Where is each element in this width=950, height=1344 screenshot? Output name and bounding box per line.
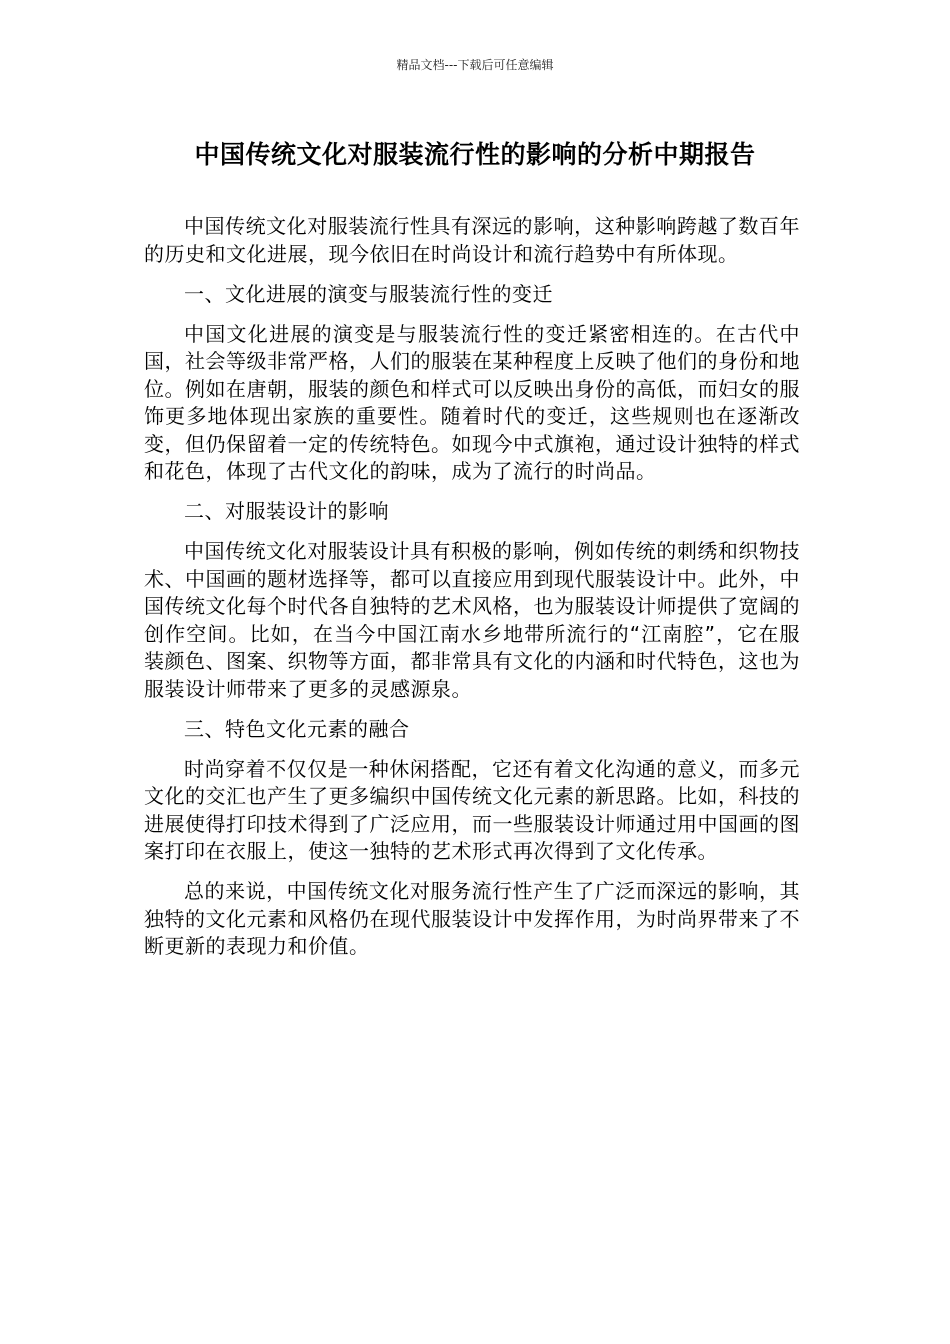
document-body <box>144 213 800 973</box>
section-heading-3: 三、特色文化元素的融合 <box>184 716 410 741</box>
document-title: 中国传统文化对服装流行性的影响的分析中期报告 <box>194 140 756 169</box>
section-paragraph-1: 中国文化进展的演变是与服装流行性的变迁紧密相连的。在古代中国，社会等级非常严格，人们的服装在某种程度上反映了他们的身份和地位。例如在唐朝，服装的颜色和样式可以反映出身份的高低，而妇女的服饰更多地体现出家族的重要性。随着时代的变迁，这些规则也在逐渐改变，但仍保留着一定的传统特色。如现今中式旗袍，通过设计独特的样式和花色，体现了古代文化的韵味，成为了流行的时尚品。 <box>144 321 800 483</box>
conclusion-paragraph: 总的来说，中国传统文化对服务流行性产生了广泛而深远的影响，其独特的文化元素和风格仍在现代服装设计中发挥作用，为时尚界带来了不断更新的表现力和价值。 <box>144 879 800 958</box>
section-heading-1: 一、文化进展的演变与服装流行性的变迁 <box>184 281 553 306</box>
section-heading-2: 二、对服装设计的影响 <box>184 499 389 523</box>
section-paragraph-2: 中国传统文化对服装设计具有积极的影响，例如传统的刺绣和织物技术、中国画的题材选择等，都可以直接应用到现代服装设计中。此外，中国传统文化每个时代各自独特的艺术风格，也为服装设计师提供了宽阔的创作空间。比如，在当今中国江南水乡地带所流行的“江南腔”，它在服装颜色、图案、织物等方面，都非常具有文化的内涵和时代特色，这也为服装设计师带来了更多的灵感源泉。 <box>144 539 800 701</box>
page-header: 精品文档---下载后可任意编辑 <box>396 58 554 72</box>
section-paragraph-3: 时尚穿着不仅仅是一种休闲搭配，它还有着文化沟通的意义，而多元文化的交汇也产生了更多编织中国传统文化元素的新思路。比如，科技的进展使得打印技术得到了广泛应用，而一些服装设计师通过用中国画的图案打印在衣服上，使这一独特的艺术形式再次得到了文化传承。 <box>144 756 800 863</box>
intro-paragraph: 中国传统文化对服装流行性具有深远的影响，这种影响跨越了数百年的历史和文化进展，现今依旧在时尚设计和流行趋势中有所体现。 <box>144 214 800 266</box>
